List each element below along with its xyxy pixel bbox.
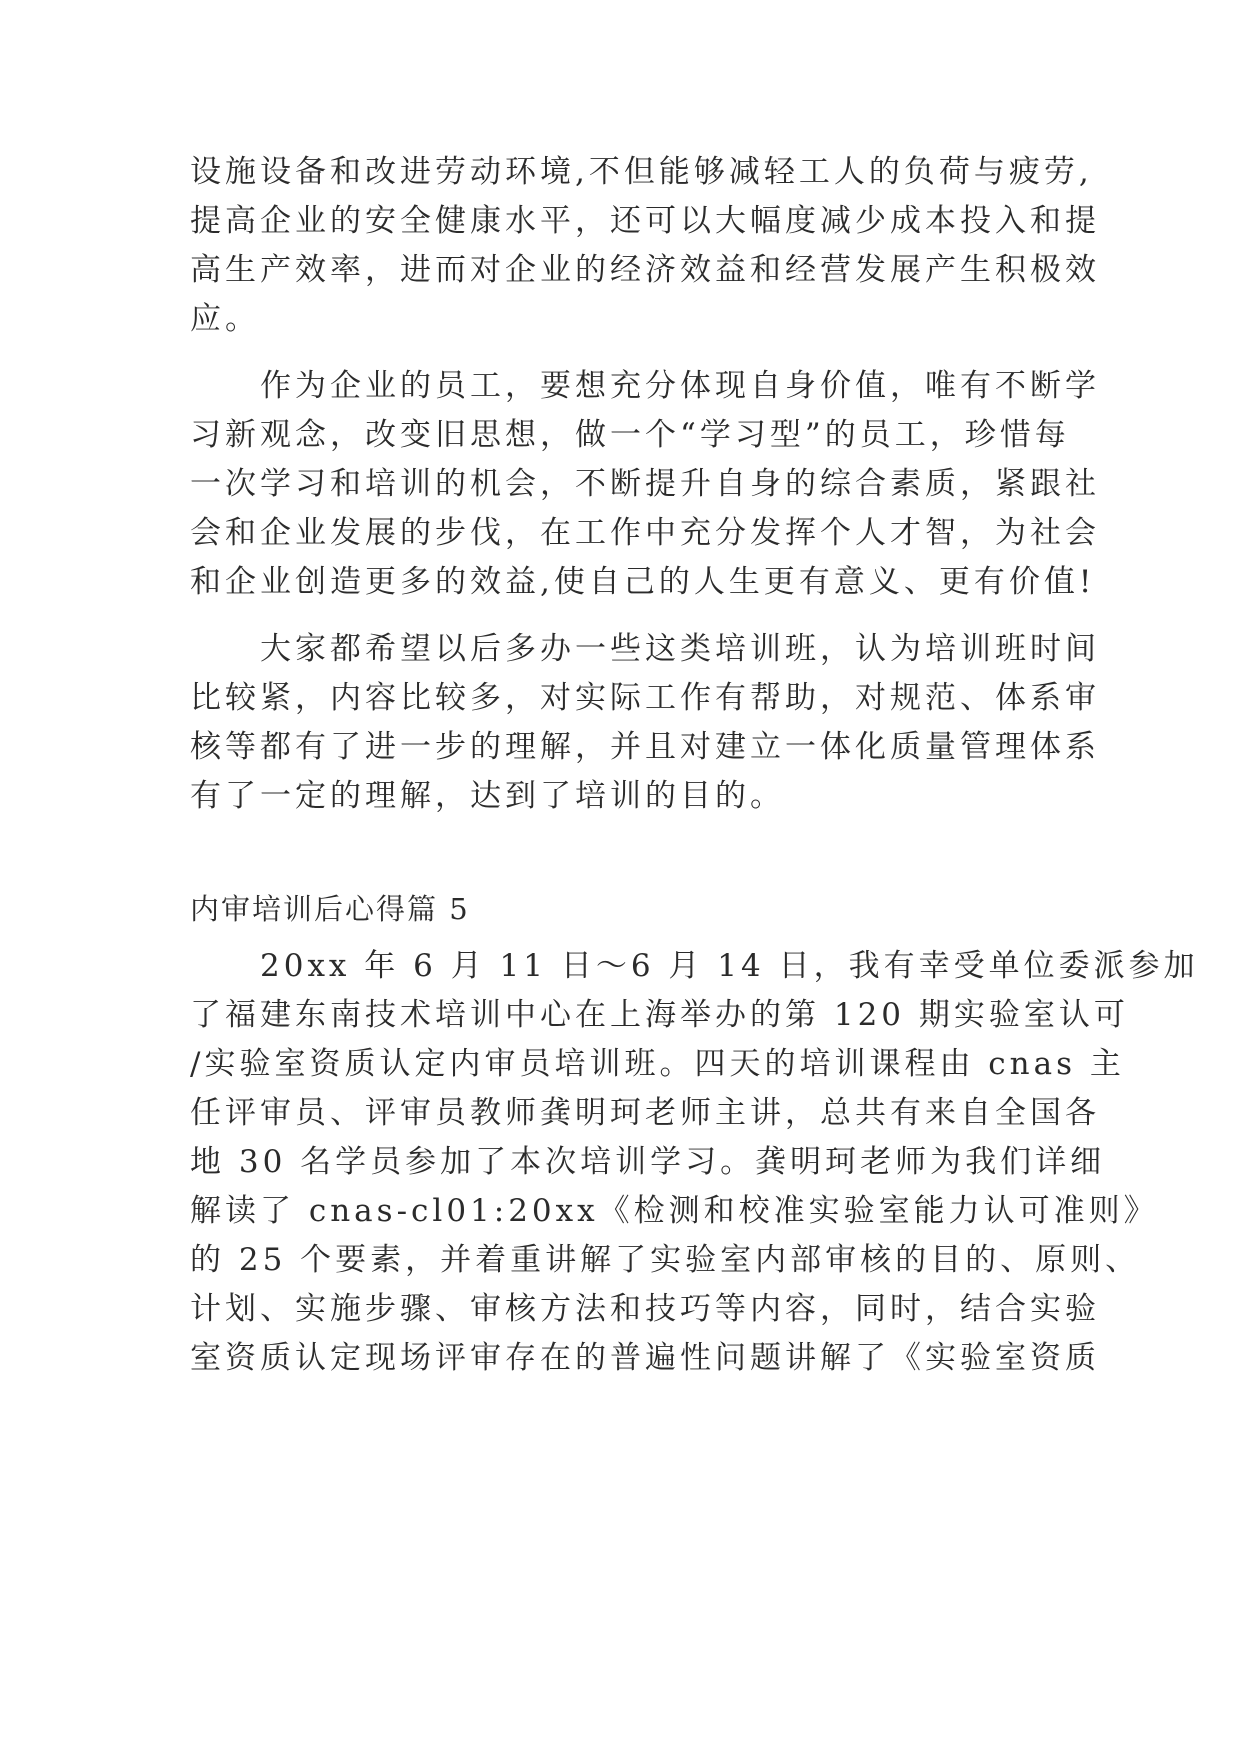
paragraph-line: 习新观念，改变旧思想，做一个“学习型”的员工，珍惜每 [190,417,1070,453]
paragraph-line: 的 25 个要素，并着重讲解了实验室内部审核的目的、原则、 [190,1242,1141,1278]
paragraph-line: 作为企业的员工，要想充分体现自身价值，唯有不断学 [190,368,1100,404]
paragraph-line: 一次学习和培训的机会，不断提升自身的综合素质，紧跟社 [190,466,1100,502]
paragraph-line: 提高企业的安全健康水平，还可以大幅度减少成本投入和提 [190,203,1100,239]
paragraph-line: 高生产效率，进而对企业的经济效益和经营发展产生积极效 [190,252,1100,288]
paragraph-line: 有了一定的理解，达到了培训的目的。 [190,778,785,814]
paragraph-line: 大家都希望以后多办一些这类培训班，认为培训班时间 [190,631,1100,667]
paragraph-line: 应。 [190,301,260,337]
paragraph-line: 设施设备和改进劳动环境,不但能够减轻工人的负荷与疲劳, [190,154,1093,190]
paragraph-line: /实验室资质认定内审员培训班。四天的培训课程由 cnas 主 [190,1046,1125,1082]
paragraph-line: 核等都有了进一步的理解，并且对建立一体化质量管理体系 [190,729,1100,765]
section-heading: 内审培训后心得篇 5 [190,892,470,926]
paragraph-line: 20xx 年 6 月 11 日～6 月 14 日，我有幸受单位委派参加 [190,948,1199,984]
paragraph-line: 解读了 cnas-cl01:20xx《检测和校准实验室能力认可准则》 [190,1193,1159,1229]
paragraph-line: 地 30 名学员参加了本次培训学习。龚明珂老师为我们详细 [190,1144,1106,1180]
paragraph-line: 会和企业发展的步伐，在工作中充分发挥个人才智，为社会 [190,515,1100,551]
paragraph-line: 计划、实施步骤、审核方法和技巧等内容，同时，结合实验 [190,1291,1100,1327]
paragraph-line: 任评审员、评审员教师龚明珂老师主讲，总共有来自全国各 [190,1095,1100,1131]
paragraph-line: 比较紧，内容比较多，对实际工作有帮助，对规范、体系审 [190,680,1100,716]
paragraph-line: 室资质认定现场评审存在的普遍性问题讲解了《实验室资质 [190,1340,1100,1376]
paragraph-line: 和企业创造更多的效益,使自己的人生更有意义、更有价值! [190,564,1096,600]
paragraph-line: 了福建东南技术培训中心在上海举办的第 120 期实验室认可 [190,997,1129,1033]
